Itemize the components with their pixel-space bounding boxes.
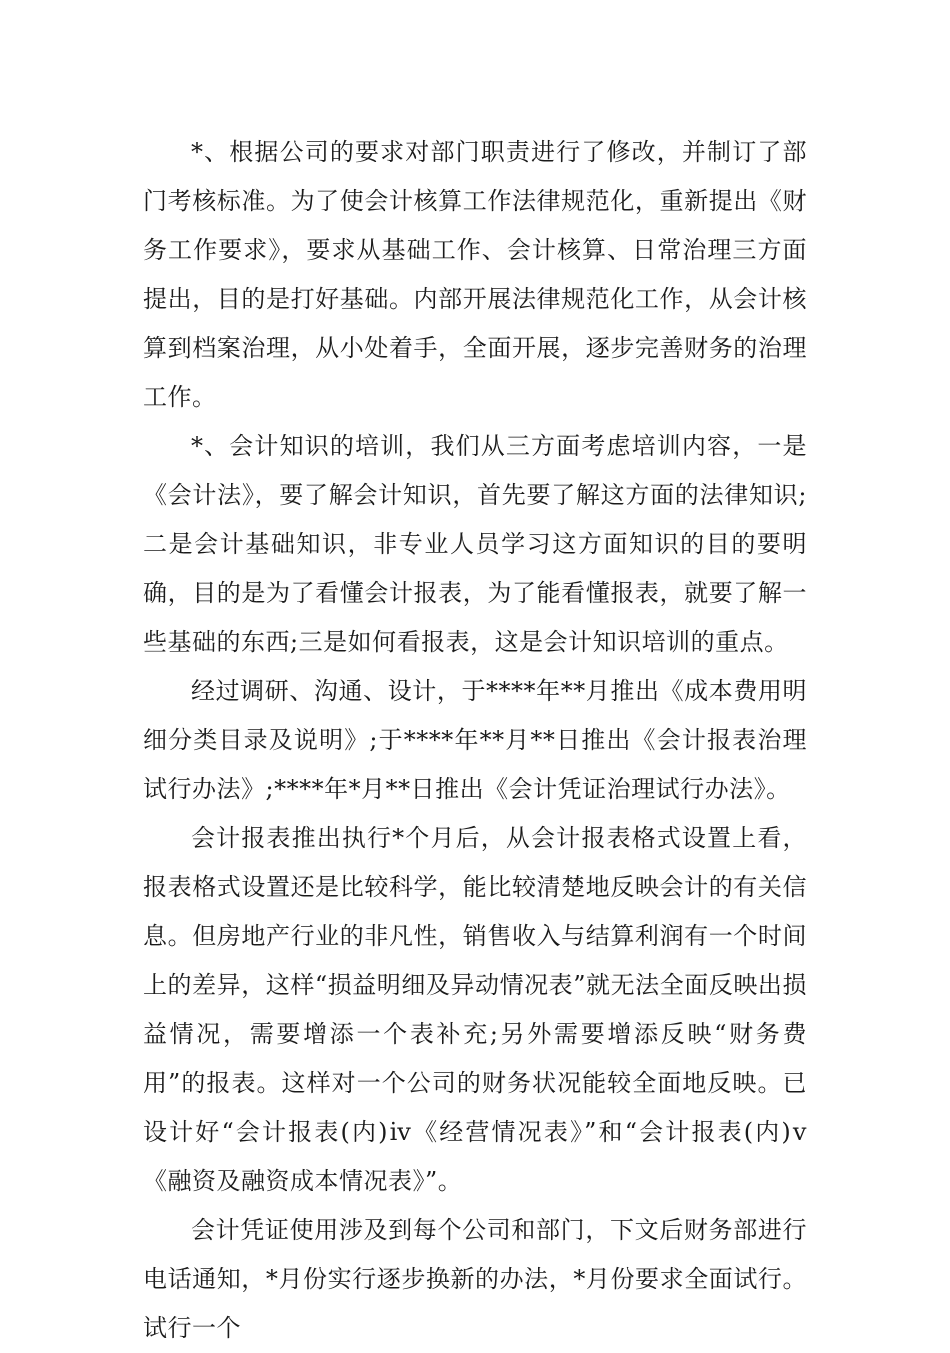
paragraph-accounting-training: *、会计知识的培训，我们从三方面考虑培训内容，一是《会计法》，要了解会计知识，首先要了解这方面的法律知识;二是会计基础知识，非专业人员学习这方面知识的目的要明确，目的是为了看懂会计报表，为了能看懂报表，就要了解一些基础的东西;三是如何看报表，这是会计知识培训的重点。 [143, 432, 807, 656]
document-body [143, 128, 807, 1353]
paragraph-voucher-usage: 会计凭证使用涉及到每个公司和部门，下文后财务部进行电话通知，*月份实行逐步换新的办法，*月份要求全面试行。试行一个 [143, 1216, 807, 1342]
paragraph-regulations-release: 经过调研、沟通、设计，于****年**月推出《成本费用明细分类目录及说明》;于****年**月**日推出《会计报表治理试行办法》;****年*月**日推出《会计凭证治理试行办法》。 [143, 677, 807, 803]
paragraph-dept-duties: *、根据公司的要求对部门职责进行了修改，并制订了部门考核标准。为了使会计核算工作法律规范化，重新提出《财务工作要求》，要求从基础工作、会计核算、日常治理三方面提出，目的是打好基础。内部开展法律规范化工作，从会计核算到档案治理，从小处着手，全面开展，逐步完善财务的治理工作。 [143, 138, 807, 411]
paragraph-report-execution: 会计报表推出执行*个月后，从会计报表格式设置上看，报表格式设置还是比较科学，能比较清楚地反映会计的有关信息。但房地产行业的非凡性，销售收入与结算利润有一个时间上的差异，这样“损益明细及异动情况表”就无法全面反映出损益情况，需要增添一个表补充;另外需要增添反映“财务费用”的报表。这样对一个公司的财务状况能较全面地反映。已设计好“会计报表(内)ⅳ《经营情况表》”和“会计报表(内)ⅴ《融资及融资成本情况表》”。 [143, 824, 807, 1195]
